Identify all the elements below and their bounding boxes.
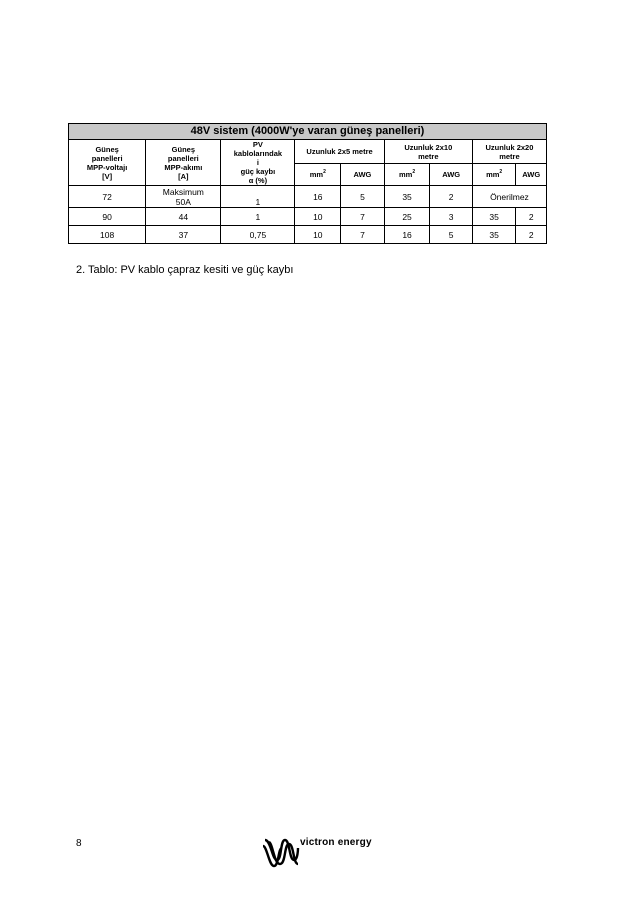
table-cell: 16	[384, 226, 430, 244]
table-cell: 2	[516, 208, 547, 226]
header-length-20m: Uzunluk 2x20 metre	[472, 140, 546, 164]
unit-awg-10m: AWG	[430, 164, 472, 186]
table-cell: 7	[341, 208, 385, 226]
cell-awg-10m: 2	[430, 186, 472, 208]
table-row	[69, 208, 547, 226]
table-cell: 44	[146, 208, 221, 226]
table-cell: 10	[295, 208, 341, 226]
table-cell: 5	[430, 226, 472, 244]
page-number: 8	[76, 838, 82, 849]
header-voltage: Güneş panelleri MPP-voltajı [V]	[69, 140, 146, 186]
table-cell: 3	[430, 208, 472, 226]
header-current: Güneş panelleri MPP-akımı [A]	[146, 140, 221, 186]
unit-mm2-10m: $mm^2$	[384, 164, 430, 186]
table-cell: 35	[472, 208, 516, 226]
cell-voltage: 72	[69, 186, 146, 208]
table-row	[69, 186, 547, 208]
unit-awg-5m: AWG	[341, 164, 385, 186]
brand-name: victron energy	[300, 837, 372, 848]
cell-awg-5m: 5	[341, 186, 385, 208]
unit-mm2-5m: $mm^2$	[295, 164, 341, 186]
table-title: 48V sistem (4000W'ye varan güneş panelleri)	[69, 124, 547, 140]
cell-not-recommended: Önerilmez	[472, 186, 546, 208]
header-length-10m: Uzunluk 2x10 metre	[384, 140, 472, 164]
table-cell: 37	[146, 226, 221, 244]
table-cell: 7	[341, 226, 385, 244]
header-power-loss: PV kablolarındak i güç kaybı α (%)	[221, 140, 295, 186]
table-caption: 2. Tablo: PV kablo çapraz kesiti ve güç kaybı	[76, 264, 294, 276]
cell-mm2-5m: 16	[295, 186, 341, 208]
table-cell: 2	[516, 226, 547, 244]
cell-loss: 1	[221, 186, 295, 208]
victron-logo-icon	[262, 836, 302, 870]
table-cell: 108	[69, 226, 146, 244]
table-cell: 35	[472, 226, 516, 244]
cable-table	[68, 123, 547, 244]
table-cell: 0,75	[221, 226, 295, 244]
unit-mm2-20m: $mm^2$	[472, 164, 516, 186]
table-cell: 1	[221, 208, 295, 226]
cell-mm2-10m: 35	[384, 186, 430, 208]
table-cell: 25	[384, 208, 430, 226]
header-length-5m: Uzunluk 2x5 metre	[295, 140, 384, 164]
table-row	[69, 226, 547, 244]
unit-awg-20m: AWG	[516, 164, 547, 186]
cell-current: Maksimum 50A	[146, 186, 221, 208]
table-cell: 90	[69, 208, 146, 226]
table-cell: 10	[295, 226, 341, 244]
victron-logo	[262, 836, 402, 870]
